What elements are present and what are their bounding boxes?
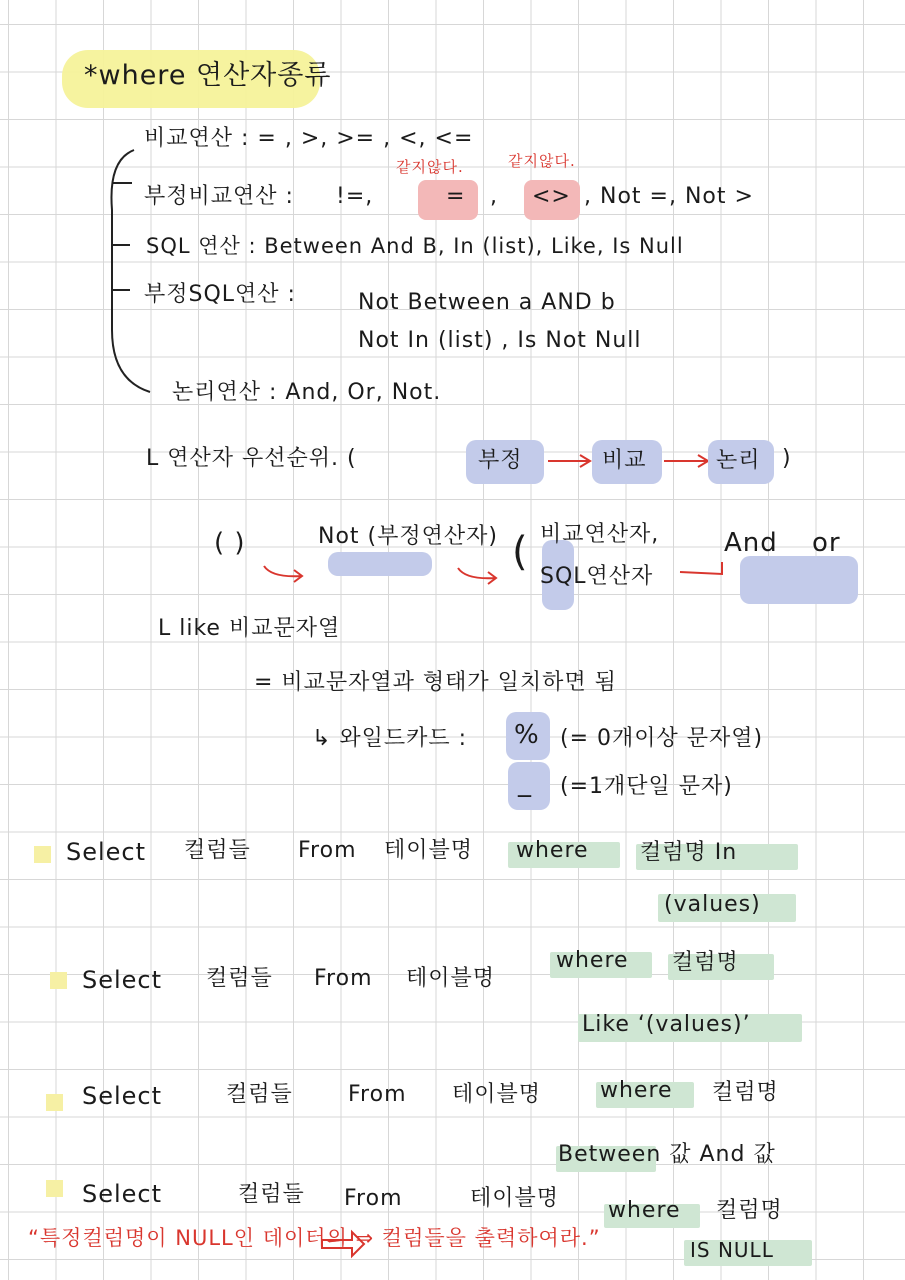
priority-step-3: 논리 xyxy=(716,448,761,473)
priority-label: L 연산자 우선순위. ( xyxy=(146,446,357,471)
query3-between: Between 값 And 값 xyxy=(558,1142,776,1167)
paren-symbol: ( ) xyxy=(214,528,246,558)
negation-label: 부정비교연산 : xyxy=(144,184,294,209)
like-heading: L like 비교문자열 xyxy=(158,616,341,641)
query4-select: Select xyxy=(82,1180,163,1208)
negation-lg: <> xyxy=(532,184,571,209)
query3-condition: 컬럼명 xyxy=(712,1080,779,1105)
underscore-description: (=1개단일 문자) xyxy=(560,774,733,799)
query1-table: 테이블명 xyxy=(384,838,474,863)
query2-table: 테이블명 xyxy=(406,966,496,991)
neg-sql-label: 부정SQL연산 : xyxy=(144,282,296,307)
priority-step-2: 비교 xyxy=(602,448,647,473)
and-or-highlight xyxy=(740,556,858,604)
neg-sql-line1: Not Between a AND b xyxy=(358,290,616,315)
logic-operators: 논리연산 : And, Or, Not. xyxy=(172,380,442,405)
footnote-note: “특정컬럼명이 NULL인 데이터의 ⇒ 컬럼들을 출력하여라.” xyxy=(28,1226,601,1250)
query1-values: (values) xyxy=(664,892,761,917)
query4-isnull: IS NULL xyxy=(690,1238,774,1262)
underscore-wildcard: _ xyxy=(518,768,532,798)
query1-condition: 컬럼명 In xyxy=(640,840,738,865)
query4-condition: 컬럼명 xyxy=(716,1198,783,1223)
query3-where: where xyxy=(600,1078,673,1103)
negation-rest: , Not =, Not > xyxy=(584,184,754,209)
percent-description: (= 0개이상 문자열) xyxy=(560,726,764,751)
bullet-square xyxy=(34,846,51,863)
query2-where: where xyxy=(556,948,629,973)
query1-columns: 컬럼들 xyxy=(184,838,251,863)
not-equal-note-1: 같지않다. xyxy=(396,158,464,176)
negation-ops: !=, xyxy=(336,184,374,209)
compare-operator-label: 비교연산자, xyxy=(540,522,660,547)
query3-table: 테이블명 xyxy=(452,1082,542,1107)
not-operator-label: Not (부정연산자) xyxy=(318,524,498,549)
query2-like: Like ‘(values)’ xyxy=(582,1012,751,1037)
query1-from: From xyxy=(298,838,357,863)
query4-where: where xyxy=(608,1198,681,1223)
sql-operators: SQL 연산 : Between And B, In (list), Like, Is Null xyxy=(146,234,684,258)
query2-select: Select xyxy=(82,966,163,994)
query2-condition: 컬럼명 xyxy=(672,950,739,975)
sql-operator-label: SQL연산자 xyxy=(540,564,654,589)
not-highlight xyxy=(328,552,432,576)
query1-where: where xyxy=(516,838,589,863)
query3-from: From xyxy=(348,1082,407,1107)
query3-columns: 컬럼들 xyxy=(226,1082,293,1107)
neg-sql-line2: Not In (list) , Is Not Null xyxy=(358,328,642,353)
wildcard-label: ↳ 와일드카드 : xyxy=(312,726,468,751)
query4-from: From xyxy=(344,1186,403,1211)
query2-columns: 컬럼들 xyxy=(206,966,273,991)
query3-select: Select xyxy=(82,1082,163,1110)
and-label: And xyxy=(724,528,778,558)
query2-from: From xyxy=(314,966,373,991)
percent-wildcard: % xyxy=(514,720,540,750)
negation-eq: = xyxy=(446,184,466,209)
query4-table: 테이블명 xyxy=(470,1186,560,1211)
page-title: *where 연산자종류 xyxy=(84,60,332,91)
bullet-square xyxy=(46,1180,63,1197)
query1-select: Select xyxy=(66,838,147,866)
bullet-square xyxy=(50,972,67,989)
not-equal-note-2: 같지않다. xyxy=(508,152,576,170)
or-label: or xyxy=(812,528,841,558)
compare-operators: 비교연산 : = , >, >= , <, <= xyxy=(144,126,474,151)
like-description: = 비교문자열과 형태가 일치하면 됨 xyxy=(254,670,617,695)
negation-comma: , xyxy=(490,184,498,209)
priority-close: ) xyxy=(782,446,792,471)
priority-step-1: 부정 xyxy=(478,448,523,473)
query4-columns: 컬럼들 xyxy=(238,1182,305,1207)
order-bracket: ( xyxy=(512,529,529,575)
bullet-square xyxy=(46,1094,63,1111)
